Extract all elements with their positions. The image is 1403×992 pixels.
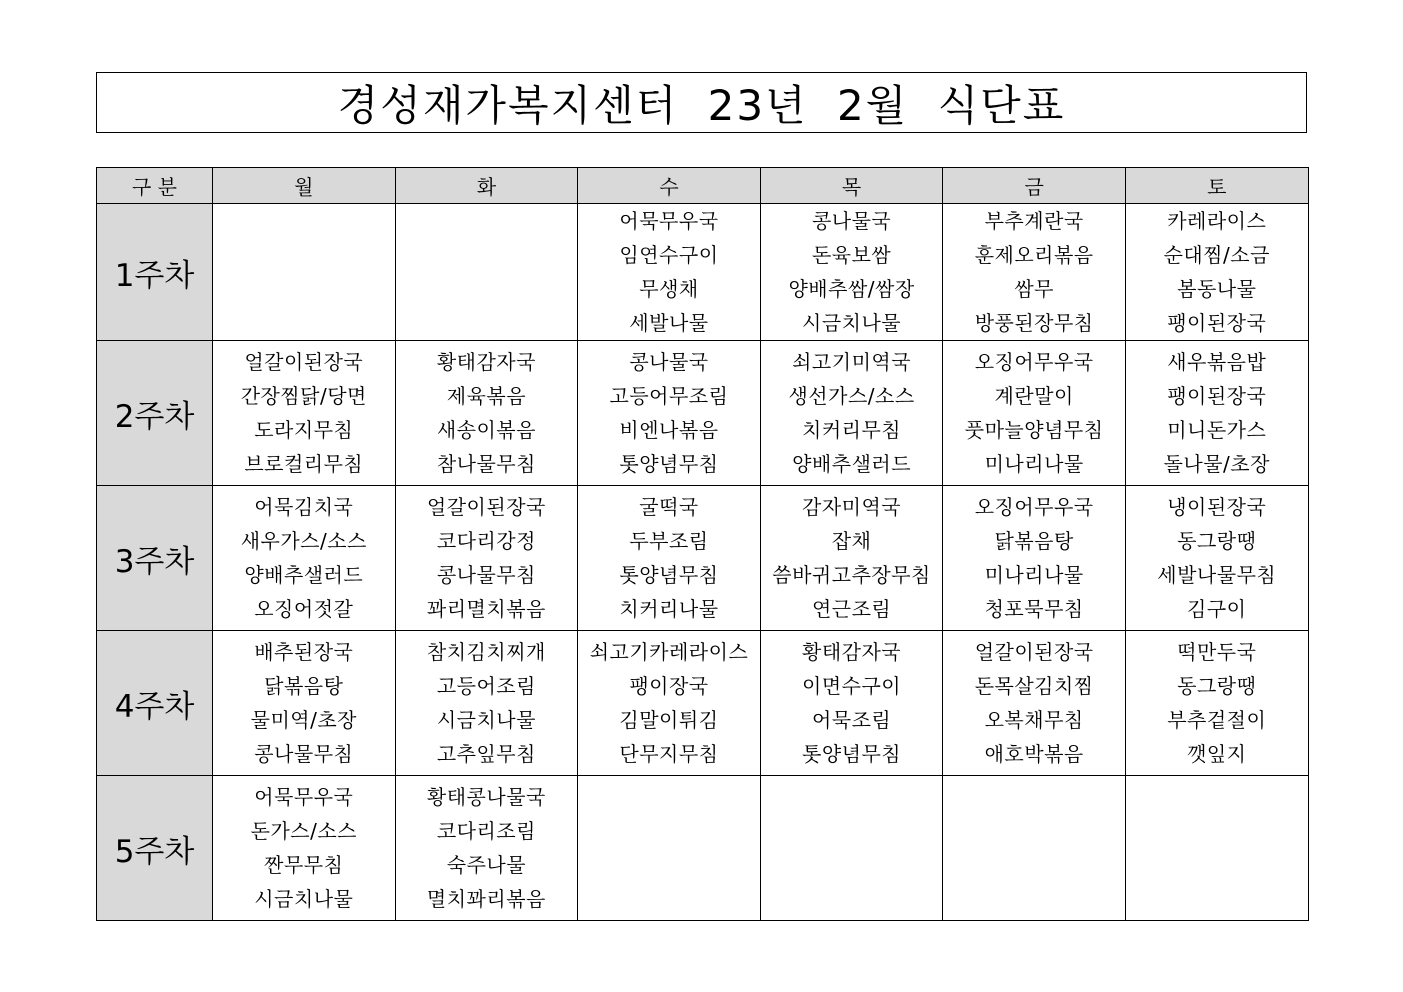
dish-item: 황태감자국 bbox=[802, 640, 902, 664]
page-title: 경성재가복지센터 23년 2월 식단표 bbox=[337, 80, 1066, 130]
dish-item: 돈육보쌈 bbox=[811, 243, 892, 267]
menu-cell-fri bbox=[943, 341, 1126, 486]
dish-item: 시금치나물 bbox=[436, 708, 536, 732]
dish-item: 어묵무우국 bbox=[619, 209, 719, 233]
menu-cell-tue bbox=[395, 486, 578, 631]
dish-item: 두부조림 bbox=[629, 529, 709, 553]
dish-item: 씀바귀고추장무침 bbox=[772, 563, 931, 587]
week-label: 5주차 bbox=[97, 776, 213, 921]
dish-item: 무생채 bbox=[639, 277, 699, 301]
dish-item: 김말이튀김 bbox=[619, 708, 719, 732]
menu-cell-fri bbox=[943, 486, 1126, 631]
menu-cell-sat bbox=[1125, 204, 1308, 341]
dish-item: 톳양념무침 bbox=[619, 563, 719, 587]
dish-item: 깻잎지 bbox=[1187, 742, 1247, 766]
dish-item: 동그랑땡 bbox=[1177, 674, 1257, 698]
menu-cell-thu bbox=[760, 776, 943, 921]
header-day-fri: 금 bbox=[943, 168, 1126, 204]
dish-item: 고등어무조림 bbox=[609, 384, 729, 408]
dish-item: 오징어젓갈 bbox=[254, 597, 354, 621]
dish-item: 얼갈이된장국 bbox=[426, 495, 546, 519]
menu-cell-wed bbox=[578, 204, 761, 341]
dish-item: 코다리강정 bbox=[436, 529, 536, 553]
dish-item: 배추된장국 bbox=[254, 640, 354, 664]
menu-cell-wed bbox=[578, 631, 761, 776]
dish-item: 미나리나물 bbox=[984, 452, 1084, 476]
dish-item: 도라지무침 bbox=[254, 418, 354, 442]
dish-item: 봄동나물 bbox=[1177, 277, 1257, 301]
menu-cell-tue bbox=[395, 631, 578, 776]
dish-item: 시금치나물 bbox=[802, 311, 902, 335]
week-label: 4주차 bbox=[97, 631, 213, 776]
dish-item: 코다리조림 bbox=[436, 819, 536, 843]
dish-item: 돌나물/초장 bbox=[1163, 452, 1270, 476]
dish-item: 청포묵무침 bbox=[984, 597, 1084, 621]
header-day-wed: 수 bbox=[578, 168, 761, 204]
week-row bbox=[97, 486, 1309, 631]
dish-item: 애호박볶음 bbox=[984, 742, 1084, 766]
header-row bbox=[97, 168, 1309, 204]
dish-item: 부추겉절이 bbox=[1167, 708, 1267, 732]
dish-item: 톳양념무침 bbox=[802, 742, 902, 766]
menu-cell-thu bbox=[760, 204, 943, 341]
dish-item: 얼갈이된장국 bbox=[974, 640, 1094, 664]
dish-item: 세발나물무침 bbox=[1157, 563, 1277, 587]
dish-item: 감자미역국 bbox=[802, 495, 902, 519]
dish-item: 팽이된장국 bbox=[1167, 384, 1267, 408]
dish-item: 닭볶음탕 bbox=[994, 529, 1074, 553]
dish-item: 어묵무우국 bbox=[254, 785, 354, 809]
dish-item: 연근조림 bbox=[811, 597, 892, 621]
dish-item: 시금치나물 bbox=[254, 887, 354, 911]
menu-cell-sat bbox=[1125, 631, 1308, 776]
dish-item: 쇠고기미역국 bbox=[792, 350, 912, 374]
meal-table bbox=[96, 167, 1309, 921]
week-label: 3주차 bbox=[97, 486, 213, 631]
dish-item: 비엔나볶음 bbox=[619, 418, 719, 442]
dish-item: 치커리나물 bbox=[619, 597, 719, 621]
dish-item: 간장찜닭/당면 bbox=[240, 384, 367, 408]
menu-cell-mon bbox=[213, 631, 396, 776]
week-body bbox=[97, 204, 1309, 921]
dish-item: 어묵조림 bbox=[811, 708, 892, 732]
dish-item: 콩나물무침 bbox=[436, 563, 536, 587]
dish-item: 얼갈이된장국 bbox=[244, 350, 364, 374]
week-row bbox=[97, 776, 1309, 921]
dish-item: 오복채무침 bbox=[984, 708, 1084, 732]
dish-item: 이면수구이 bbox=[802, 674, 902, 698]
menu-cell-wed bbox=[578, 776, 761, 921]
week-label: 1주차 bbox=[97, 204, 213, 341]
menu-cell-wed bbox=[578, 341, 761, 486]
dish-item: 미나리나물 bbox=[984, 563, 1084, 587]
dish-item: 새우가스/소스 bbox=[240, 529, 367, 553]
menu-cell-mon bbox=[213, 486, 396, 631]
dish-item: 콩나물무침 bbox=[254, 742, 354, 766]
menu-cell-fri bbox=[943, 631, 1126, 776]
dish-item: 오징어무우국 bbox=[974, 350, 1094, 374]
dish-item: 고추잎무침 bbox=[436, 742, 536, 766]
dish-item: 짠무무침 bbox=[264, 853, 344, 877]
menu-cell-thu bbox=[760, 341, 943, 486]
dish-item: 참나물무침 bbox=[436, 452, 536, 476]
dish-item: 오징어무우국 bbox=[974, 495, 1094, 519]
dish-item: 부추계란국 bbox=[984, 209, 1084, 233]
dish-item: 황태콩나물국 bbox=[426, 785, 546, 809]
menu-cell-sat bbox=[1125, 341, 1308, 486]
dish-item: 참치김치찌개 bbox=[426, 640, 546, 664]
dish-item: 물미역/초장 bbox=[250, 708, 357, 732]
menu-cell-sat bbox=[1125, 776, 1308, 921]
header-day-mon: 월 bbox=[213, 168, 396, 204]
dish-item: 양배추쌈/쌈장 bbox=[788, 277, 915, 301]
dish-item: 팽이된장국 bbox=[1167, 311, 1267, 335]
menu-cell-thu bbox=[760, 486, 943, 631]
dish-item: 꽈리멸치볶음 bbox=[426, 597, 546, 621]
dish-item: 미니돈가스 bbox=[1167, 418, 1267, 442]
dish-item: 떡만두국 bbox=[1177, 640, 1257, 664]
dish-item: 새우볶음밥 bbox=[1167, 350, 1267, 374]
header-day-tue: 화 bbox=[395, 168, 578, 204]
menu-cell-fri bbox=[943, 204, 1126, 341]
dish-item: 순대찜/소금 bbox=[1163, 243, 1270, 267]
dish-item: 쇠고기카레라이스 bbox=[589, 640, 749, 664]
menu-cell-tue bbox=[395, 204, 578, 341]
header-division: 구 분 bbox=[97, 168, 213, 204]
dish-item: 돈목살김치찜 bbox=[974, 674, 1094, 698]
menu-cell-tue bbox=[395, 341, 578, 486]
dish-item: 고등어조림 bbox=[436, 674, 536, 698]
dish-item: 굴떡국 bbox=[639, 495, 699, 519]
dish-item: 콩나물국 bbox=[629, 350, 709, 374]
dish-item: 콩나물국 bbox=[811, 209, 892, 233]
header-day-sat: 토 bbox=[1125, 168, 1308, 204]
dish-item: 황태감자국 bbox=[436, 350, 536, 374]
title-box bbox=[96, 72, 1307, 133]
dish-item: 훈제오리볶음 bbox=[974, 243, 1094, 267]
menu-cell-sat bbox=[1125, 486, 1308, 631]
dish-item: 생선가스/소스 bbox=[788, 384, 915, 408]
dish-item: 브로컬리무침 bbox=[244, 452, 364, 476]
dish-item: 양배추샐러드 bbox=[792, 452, 912, 476]
dish-item: 돈가스/소스 bbox=[250, 819, 357, 843]
week-label: 2주차 bbox=[97, 341, 213, 486]
dish-item: 풋마늘양념무침 bbox=[964, 418, 1104, 442]
menu-cell-mon bbox=[213, 204, 396, 341]
dish-item: 잡채 bbox=[831, 529, 872, 553]
dish-item: 냉이된장국 bbox=[1167, 495, 1267, 519]
dish-item: 방풍된장무침 bbox=[974, 311, 1094, 335]
menu-cell-wed bbox=[578, 486, 761, 631]
dish-item: 멸치꽈리볶음 bbox=[426, 887, 546, 911]
dish-item: 닭볶음탕 bbox=[264, 674, 344, 698]
dish-item: 어묵김치국 bbox=[254, 495, 354, 519]
dish-item: 동그랑땡 bbox=[1177, 529, 1257, 553]
dish-item: 단무지무침 bbox=[619, 742, 719, 766]
week-row bbox=[97, 204, 1309, 341]
dish-item: 세발나물 bbox=[629, 311, 709, 335]
dish-item: 계란말이 bbox=[994, 384, 1074, 408]
dish-item: 임연수구이 bbox=[619, 243, 719, 267]
dish-item: 치커리무침 bbox=[802, 418, 902, 442]
dish-item: 숙주나물 bbox=[446, 853, 527, 877]
header-day-thu: 목 bbox=[760, 168, 943, 204]
dish-item: 카레라이스 bbox=[1167, 209, 1267, 233]
dish-item: 톳양념무침 bbox=[619, 452, 719, 476]
menu-cell-mon bbox=[213, 341, 396, 486]
dish-item: 김구이 bbox=[1187, 597, 1247, 621]
menu-cell-thu bbox=[760, 631, 943, 776]
dish-item: 제육볶음 bbox=[446, 384, 527, 408]
week-row bbox=[97, 341, 1309, 486]
menu-cell-fri bbox=[943, 776, 1126, 921]
dish-item: 쌈무 bbox=[1014, 277, 1054, 301]
dish-item: 양배추샐러드 bbox=[244, 563, 364, 587]
menu-cell-tue bbox=[395, 776, 578, 921]
dish-item: 새송이볶음 bbox=[436, 418, 536, 442]
dish-item: 팽이장국 bbox=[629, 674, 709, 698]
menu-cell-mon bbox=[213, 776, 396, 921]
week-row bbox=[97, 631, 1309, 776]
